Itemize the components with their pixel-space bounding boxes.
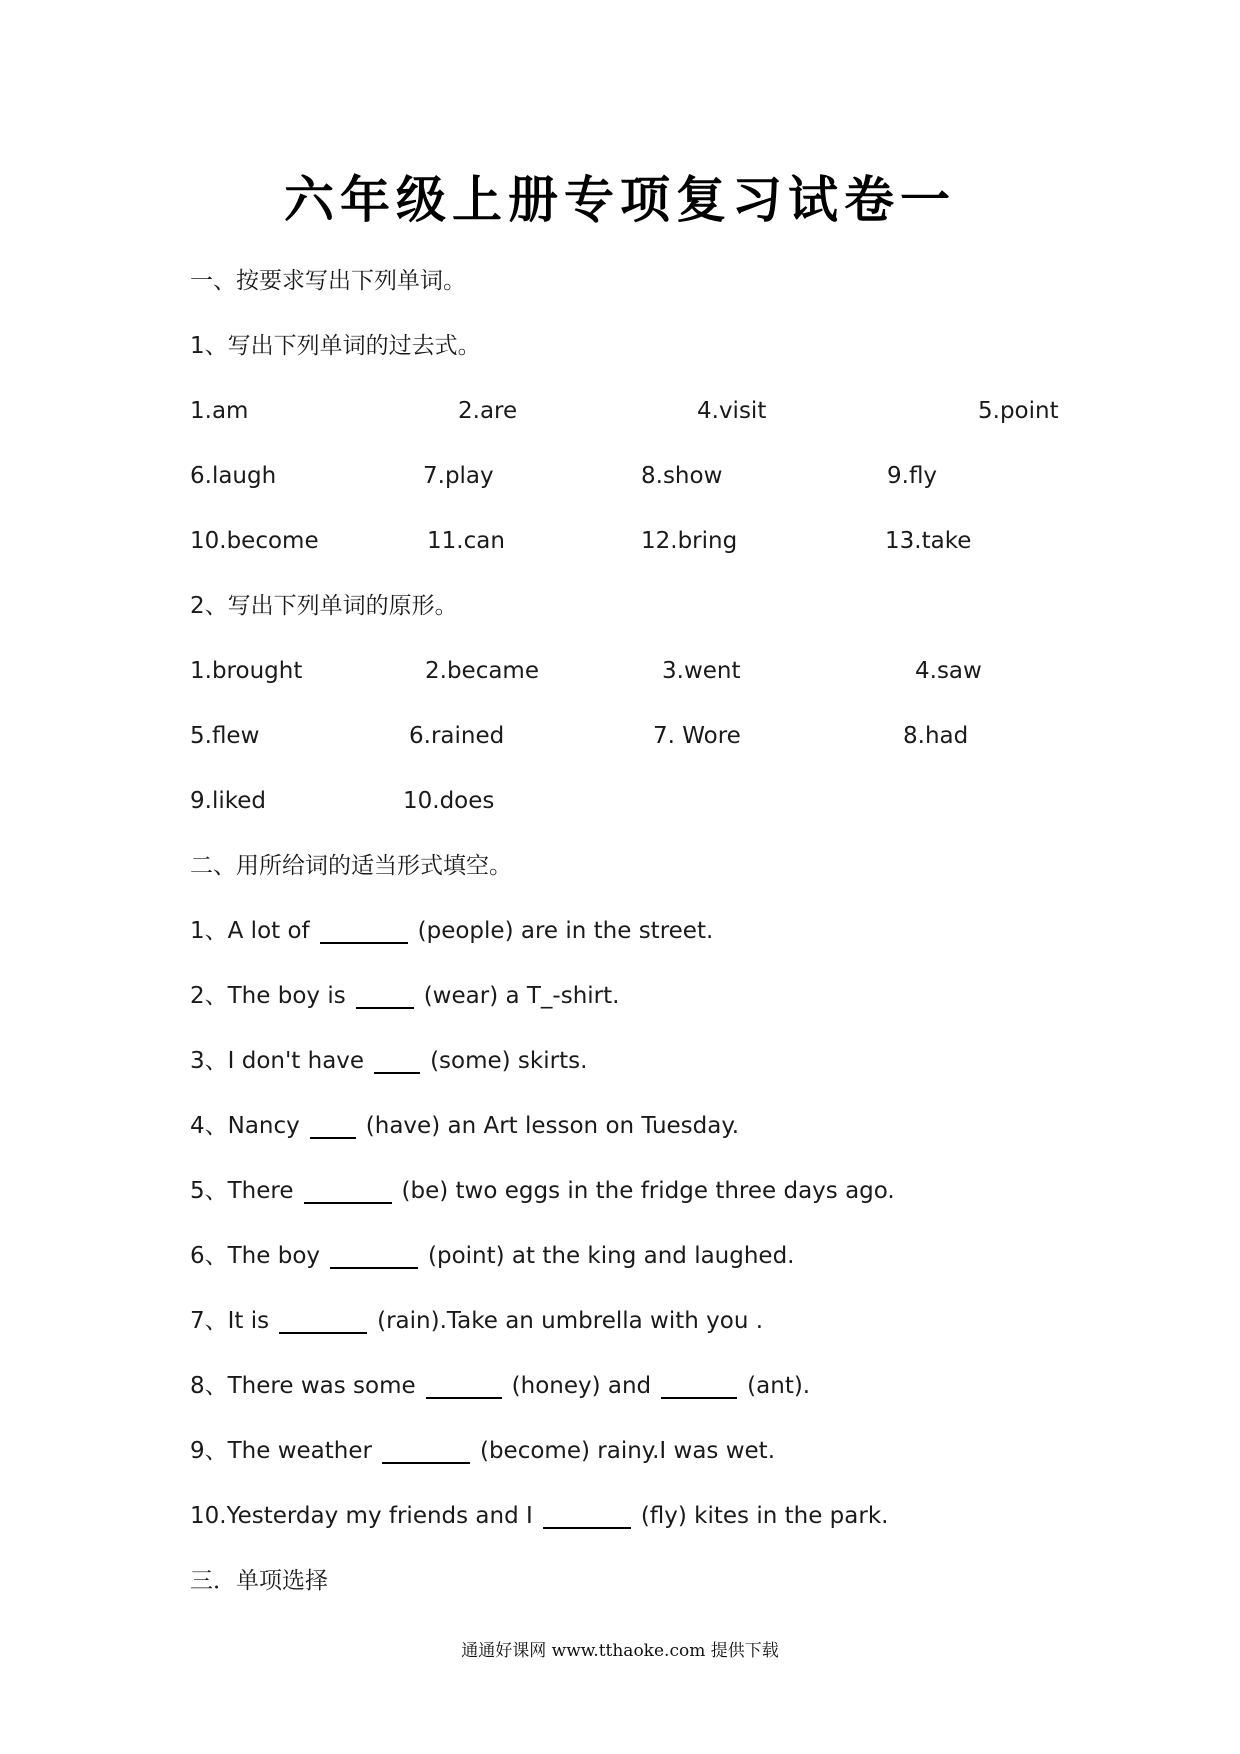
word-item: 10.does xyxy=(403,788,495,814)
answer-blank[interactable] xyxy=(382,1440,470,1464)
word-item: 7. Wore xyxy=(653,723,741,749)
answer-blank[interactable] xyxy=(543,1505,631,1529)
answer-blank[interactable] xyxy=(279,1310,367,1334)
word-item: 9.liked xyxy=(190,788,266,814)
fill-in-item: 9、The weather (become) rainy.I was wet. xyxy=(190,1438,776,1464)
word-item: 2.became xyxy=(425,658,539,684)
word-item: 1.am xyxy=(190,398,249,424)
answer-blank[interactable] xyxy=(426,1375,502,1399)
word-item: 2.are xyxy=(458,398,518,424)
answer-blank[interactable] xyxy=(661,1375,737,1399)
fill-in-item: 10.Yesterday my friends and I (fly) kites in the park. xyxy=(190,1503,889,1529)
word-item: 12.bring xyxy=(641,528,738,554)
word-item: 10.become xyxy=(190,528,319,554)
word-item: 5.point xyxy=(978,398,1059,424)
word-item: 8.show xyxy=(641,463,723,489)
word-item: 9.fly xyxy=(887,463,938,489)
fill-in-item: 4、Nancy (have) an Art lesson on Tuesday. xyxy=(190,1113,740,1139)
page-title: 六年级上册专项复习试卷一 xyxy=(284,170,956,229)
answer-blank[interactable] xyxy=(374,1050,420,1074)
word-item: 8.had xyxy=(903,723,969,749)
word-item: 7.play xyxy=(423,463,494,489)
fill-in-item: 8、There was some (honey) and (ant). xyxy=(190,1373,811,1399)
answer-blank[interactable] xyxy=(320,920,408,944)
part2-heading: 2、写出下列单词的原形。 xyxy=(190,593,458,619)
section3-heading: 三．单项选择 xyxy=(190,1568,328,1594)
word-item: 13.take xyxy=(885,528,972,554)
word-item: 6.laugh xyxy=(190,463,277,489)
answer-blank[interactable] xyxy=(304,1180,392,1204)
word-item: 5.flew xyxy=(190,723,260,749)
fill-in-item: 3、I don't have (some) skirts. xyxy=(190,1048,588,1074)
section2-heading: 二、用所给词的适当形式填空。 xyxy=(190,853,512,879)
section1-heading: 一、按要求写出下列单词。 xyxy=(190,268,466,294)
word-item: 4.visit xyxy=(697,398,767,424)
fill-in-item: 5、There (be) two eggs in the fridge three days ago. xyxy=(190,1178,895,1204)
fill-in-item: 1、A lot of (people) are in the street. xyxy=(190,918,714,944)
word-item: 1.brought xyxy=(190,658,303,684)
answer-blank[interactable] xyxy=(356,985,414,1009)
part1-heading: 1、写出下列单词的过去式。 xyxy=(190,333,481,359)
fill-in-item: 7、It is (rain).Take an umbrella with you . xyxy=(190,1308,764,1334)
word-item: 4.saw xyxy=(915,658,982,684)
word-item: 11.can xyxy=(427,528,505,554)
word-item: 3.went xyxy=(662,658,741,684)
fill-in-item: 6、The boy (point) at the king and laughed. xyxy=(190,1243,795,1269)
answer-blank[interactable] xyxy=(310,1115,356,1139)
fill-in-item: 2、The boy is (wear) a T_-shirt. xyxy=(190,983,620,1009)
answer-blank[interactable] xyxy=(330,1245,418,1269)
word-item: 6.rained xyxy=(409,723,505,749)
footer-source: 通通好课网 www.tthaoke.com 提供下载 xyxy=(461,1641,779,1661)
